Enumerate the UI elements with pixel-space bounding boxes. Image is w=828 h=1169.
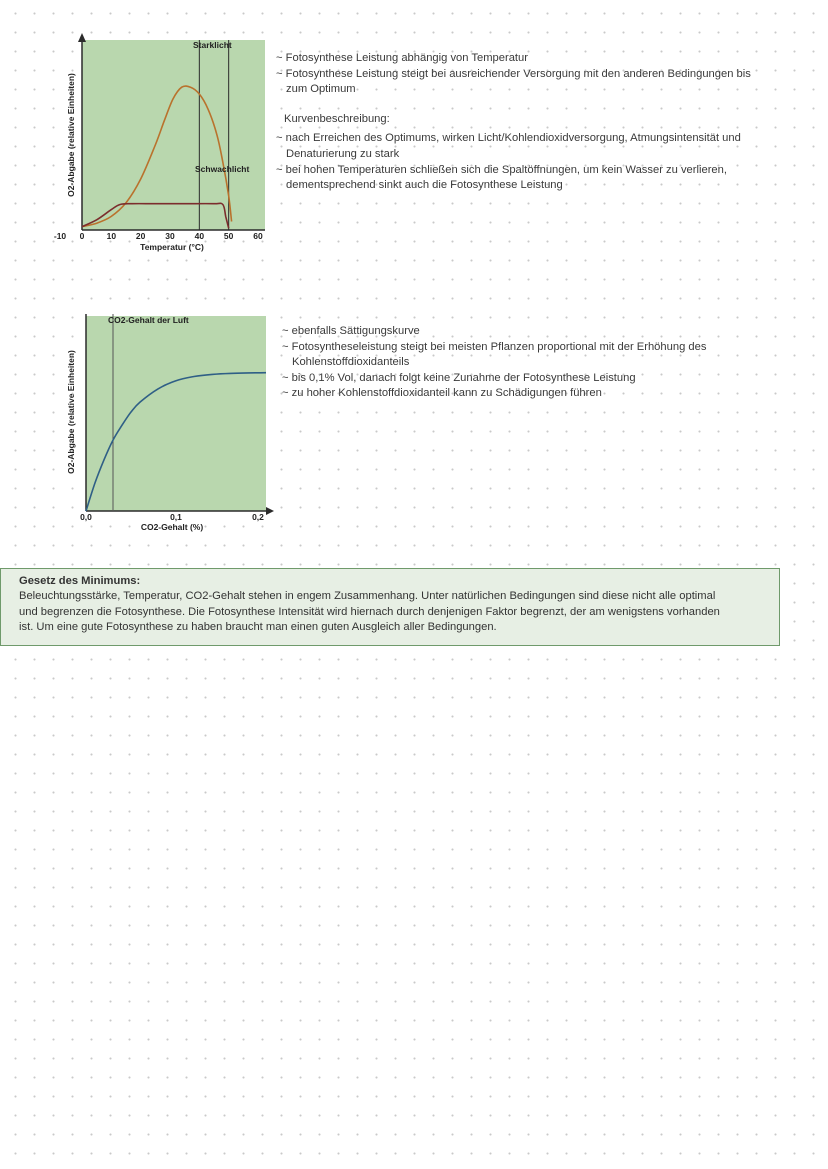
temperature-chart [53,30,270,260]
co2-notes [282,324,706,402]
note-line: ~ Fotosynthese Leistung steigt bei ausreichender Versorgung mit den anderen Bedingungen bis [276,67,751,80]
x-tick-label: 10 [106,231,117,241]
note-line: ~ Fotosynthese Leistung abhängig von Temperatur [276,52,528,64]
x-tick-label: 50 [223,231,234,241]
x-tick-label: 0,1 [170,512,182,522]
x-tick-label: 0 [79,231,85,241]
note-line: dementsprechend sinkt auch die Fotosynthese Leistung [286,179,563,192]
x-tick-label: 0,0 [80,512,92,522]
series-label-starklicht: Starklicht [193,40,232,50]
note-line: ~ ebenfalls Sättigungskurve [282,325,420,337]
minimum-law-title: Gesetz des Minimums: [19,575,141,587]
x-tick-label: 0,2 [252,512,264,522]
notes-heading: Kurvenbeschreibung: [284,112,390,125]
x-tick-label: 20 [135,231,146,241]
y-axis-title: O2-Abgabe (relative Einheiten) [66,73,76,197]
note-line: ~ Fotosyntheseleistung steigt bei meisten Pflanzen proportional mit der Erhöhung des [282,340,707,353]
x-axis-arrow [266,507,274,515]
x-tick-label: 30 [165,231,175,241]
minimum-law-text-line: Beleuchtungsstärke, Temperatur, CO2-Gehalt stehen in engem Zusammenhang. Unter natürlichen Bedingungen sind diese nicht alle optimal [19,590,716,603]
note-line: ~ bei hohen Temperaturen schließen sich die Spaltöffnungen, um kein Wasser zu verlieren, [276,163,727,176]
minimum-law-box [0,568,780,646]
co2-chart-svg [60,306,272,541]
note-line: ~ nach Erreichen des Optimums, wirken Licht/Kohlendioxidversorgung, Atmungsintensität und [276,132,741,145]
note-line: ~ zu hoher Kohlenstoffdioxidanteil kann zu Schädigungen führen [282,387,602,400]
note-line: Denaturierung zu stark [286,147,400,160]
temperature-chart-svg [53,30,270,260]
note-line: zum Optimum [286,83,356,96]
co2-chart [60,306,272,541]
x-tick-label: 40 [194,231,205,241]
minimum-law-text-line: ist. Um eine gute Fotosynthese zu haben braucht man einen guten Ausgleich aller Bedingungen. [19,621,497,634]
series-label-schwachlicht: Schwachlicht [195,164,250,174]
note-line: ~ bis 0,1% Vol, danach folgt keine Zunahme der Fotosynthese Leistung [282,371,636,384]
x-axis-title: Temperatur (°C) [140,242,204,252]
y-axis-title: O2-Abgabe (relative Einheiten) [66,350,76,474]
note-line: Kohlenstoffdioxidanteils [292,356,410,369]
x-tick-label: 60 [253,231,263,241]
minimum-law-text-line: und begrenzen die Fotosynthese. Die Fotosynthese Intensität wird hiernach durch denjenigen Faktor begrenzt, der am wenigstens vorhanden [19,605,720,618]
plot-area [82,40,265,230]
co2-air-label: CO2-Gehalt der Luft [108,315,189,325]
temperature-notes [276,51,751,194]
x-tick-label: -10 [53,231,67,241]
y-axis-arrow [78,33,86,42]
x-axis-title: CO2-Gehalt (%) [140,522,204,532]
